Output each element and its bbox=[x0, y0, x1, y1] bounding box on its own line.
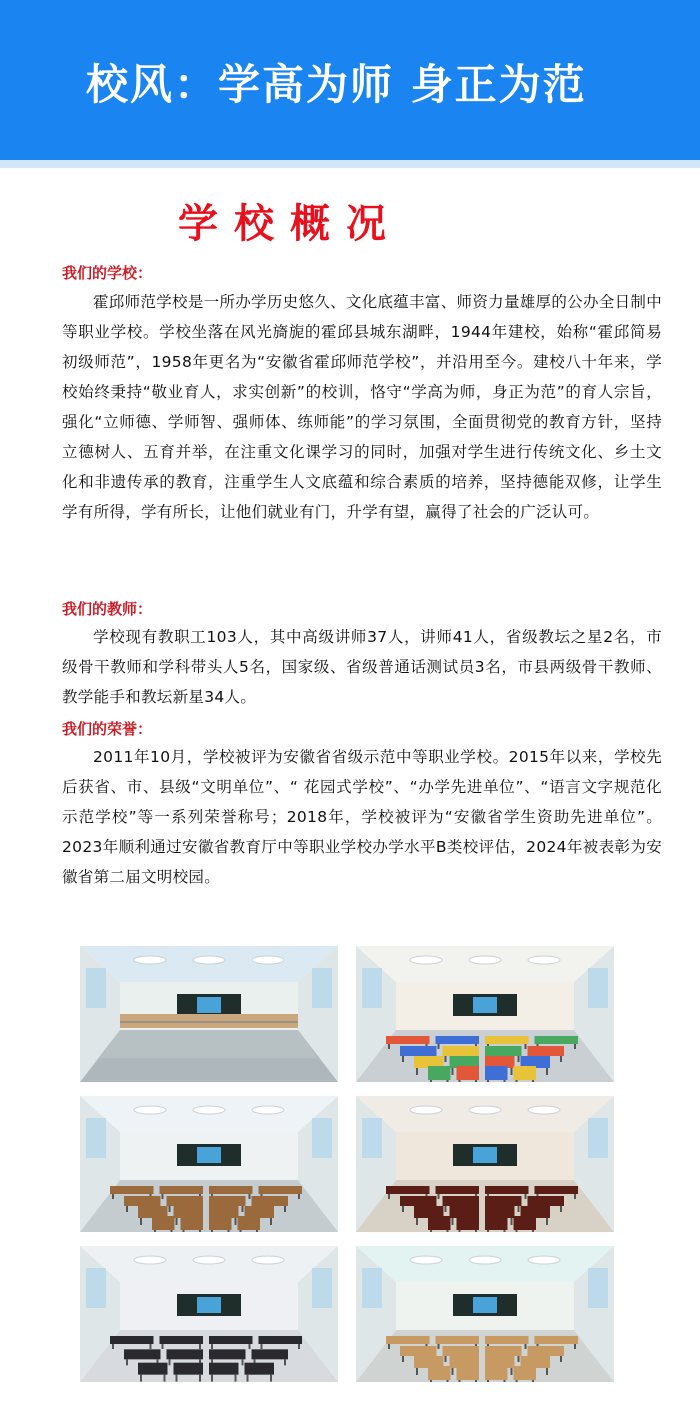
header-banner bbox=[0, 0, 700, 160]
craft-room-photo bbox=[356, 1246, 614, 1382]
piano-room-illustration bbox=[80, 1246, 338, 1382]
page-title: 学校概况 bbox=[178, 201, 402, 247]
calligraphy-room-illustration bbox=[356, 1096, 614, 1232]
nursing-lab-illustration bbox=[80, 1096, 338, 1232]
banner-divider bbox=[0, 160, 700, 168]
art-classroom-photo bbox=[356, 946, 614, 1082]
craft-room-illustration bbox=[356, 1246, 614, 1382]
school-motto: 校风：学高为师 身正为范 bbox=[86, 60, 587, 109]
art-classroom-illustration bbox=[356, 946, 614, 1082]
section-body-teachers: 学校现有教职工103人，其中高级讲师37人，讲师41人，省级教坛之星2名，市级骨干教师和学科带头人5名，国家级、省级普通话测试员3名，市县两级骨干教师、教学能手和教坛新星34人。 bbox=[62, 628, 662, 706]
dance-studio-photo bbox=[80, 946, 338, 1082]
nursing-lab-photo bbox=[80, 1096, 338, 1232]
section-body-honors: 2011年10月，学校被评为安徽省省级示范中等职业学校。2015年以来，学校先后获省、市、县级“文明单位”、“ 花园式学校”、“办学先进单位”、“语言文字规范化示范学校”等一系列荣誉称号；2018年，学校被评为“安徽省学生资助先进单位”。2023年顺利通过安徽省教育厅中等职业学校办学水平B类校评估，2024年被表彰为安徽省第二届文明校园。 bbox=[62, 748, 662, 886]
section-body-school: 霍邱师范学校是一所办学历史悠久、文化底蕴丰富、师资力量雄厚的公办全日制中等职业学校。学校坐落在风光旖旎的霍邱县城东湖畔，1944年建校，始称“霍邱简易初级师范”，1958年更名为“安徽省霍邱师范学校”，并沿用至今。建校八十年来，学校始终秉持“敬业育人，求实创新”的校训，恪守“学高为师，身正为范”的育人宗旨，强化“立师德、学师智、强师体、练师能”的学习氛围，全面贯彻党的教育方针，坚持立德树人、五育并举，在注重文化课学习的同时，加强对学生进行传统文化、乡土文化和非遗传承的教育，注重学生人文底蕴和综合素质的培养，坚持德能双修，让学生学有所得，学有所长，让他们就业有门，升学有望，赢得了社会的广泛认可。 bbox=[62, 293, 662, 521]
dance-studio-illustration bbox=[80, 946, 338, 1082]
piano-room-photo bbox=[80, 1246, 338, 1382]
calligraphy-room-photo bbox=[356, 1096, 614, 1232]
section-heading-school: 我们的学校： bbox=[62, 264, 153, 282]
section-heading-honors: 我们的荣誉： bbox=[62, 720, 153, 738]
section-heading-teachers: 我们的教师： bbox=[62, 600, 153, 618]
